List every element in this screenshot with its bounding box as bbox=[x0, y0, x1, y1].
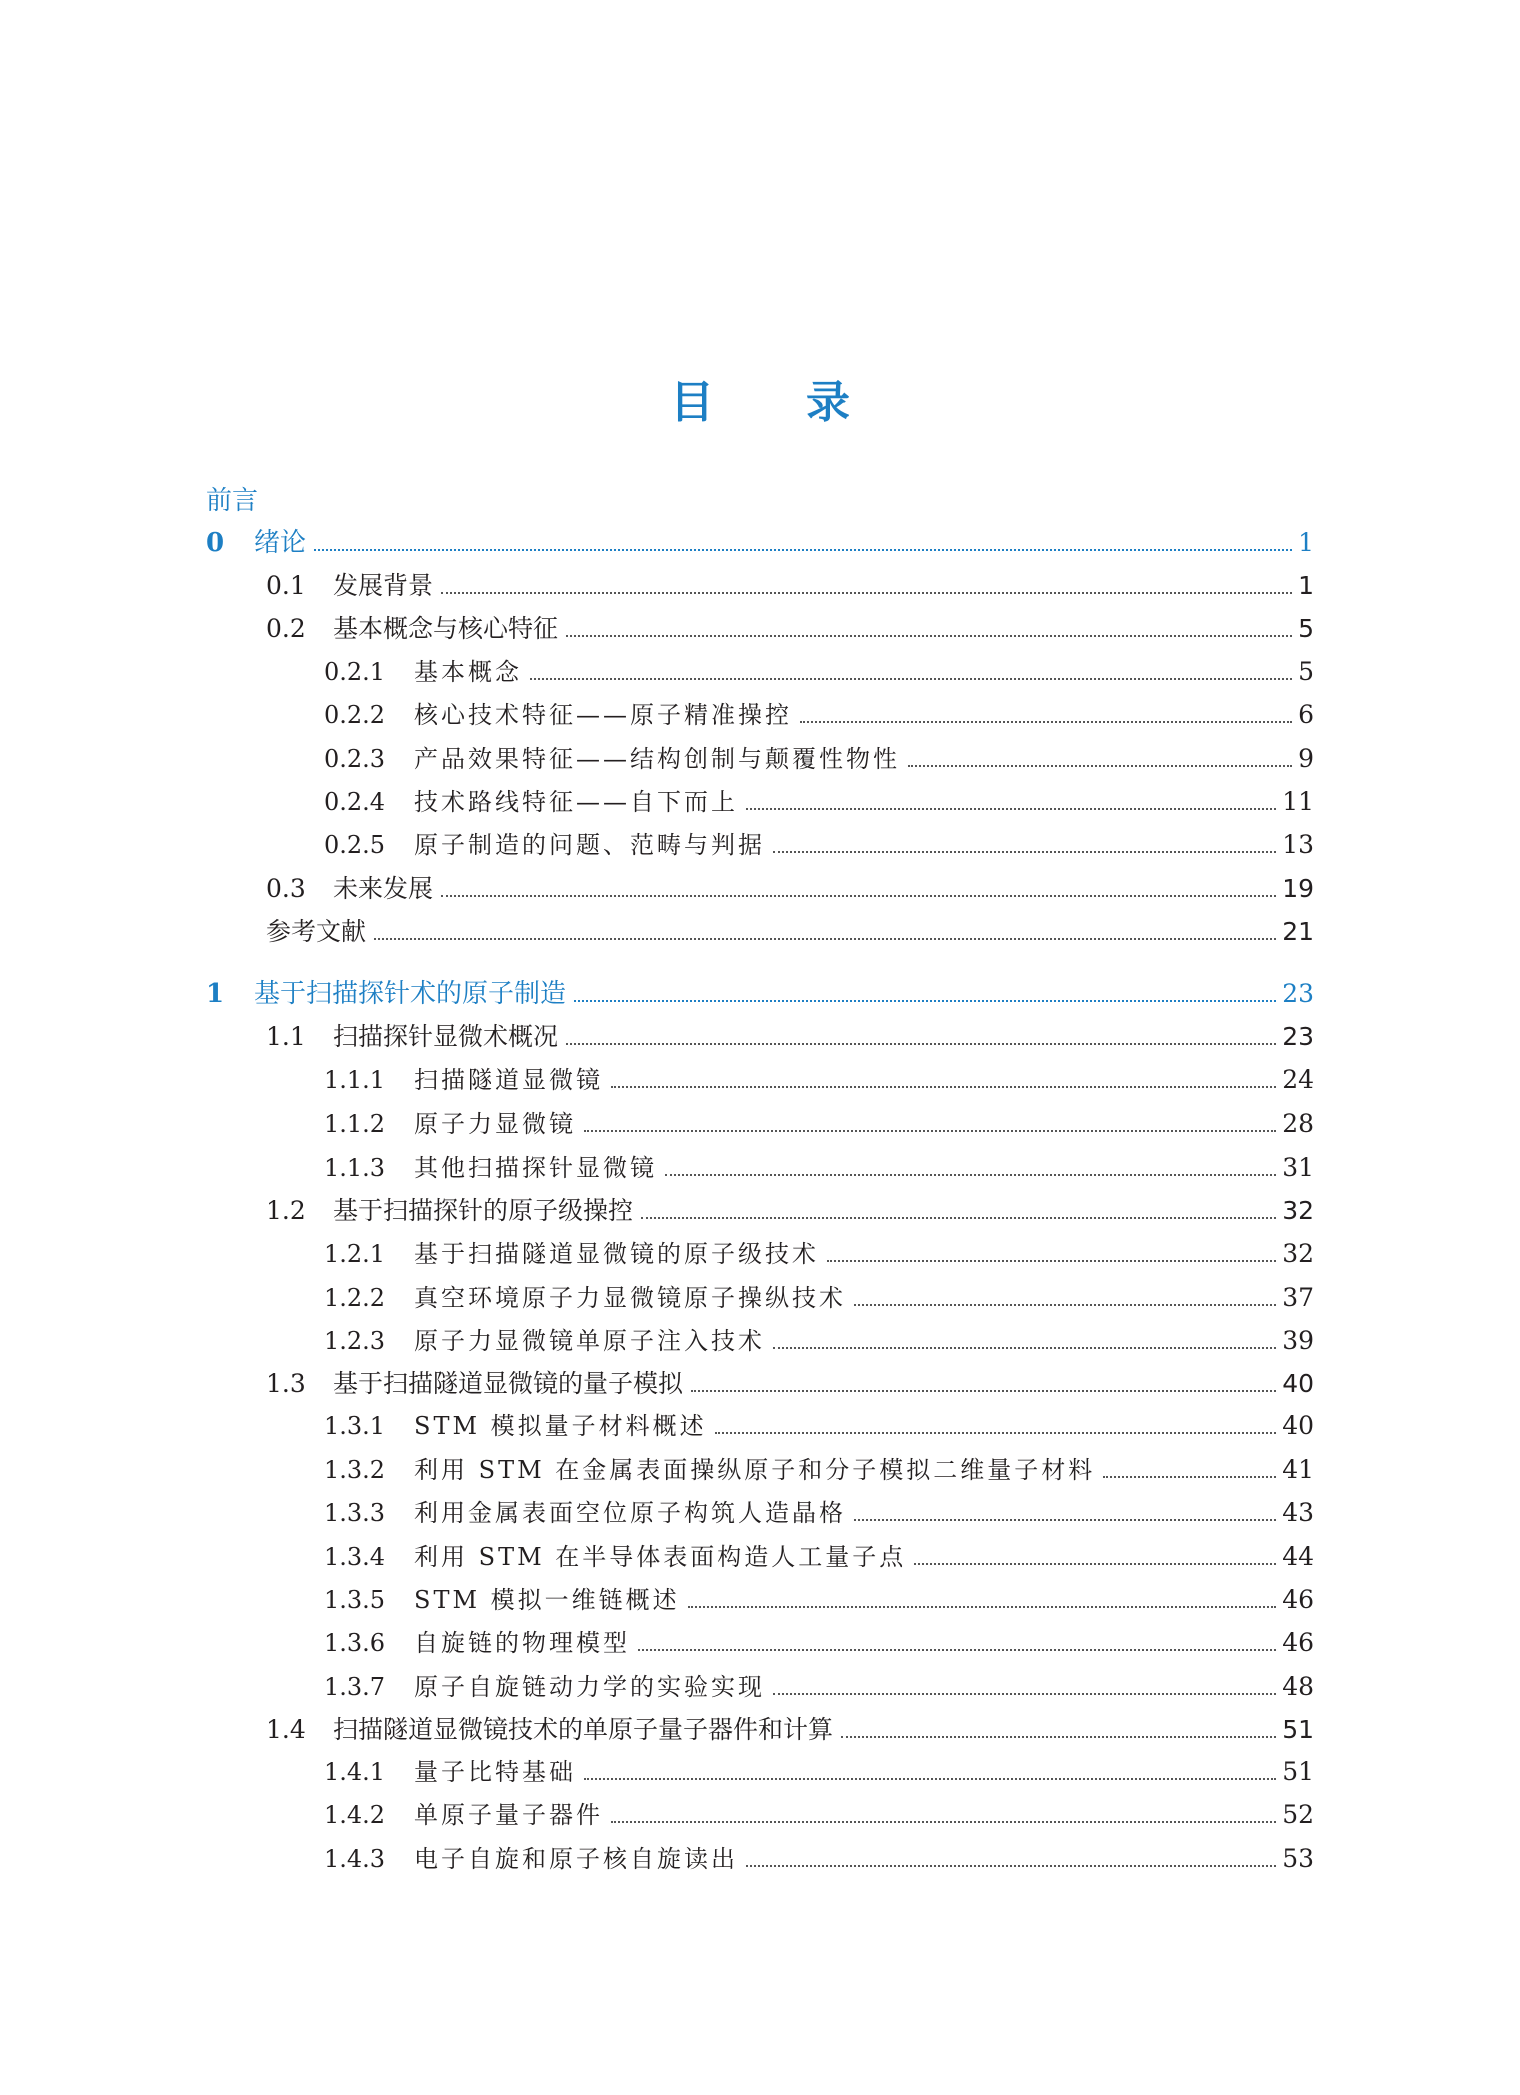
toc-entry-number: 1.2.2 bbox=[324, 1284, 386, 1312]
toc-entry-subsection[interactable] bbox=[324, 1490, 1314, 1530]
toc-entry-subsection[interactable] bbox=[324, 1577, 1314, 1617]
toc-entry-subsection[interactable] bbox=[324, 649, 1314, 689]
toc-entry-title: 绪论 bbox=[254, 528, 307, 558]
toc-leader-dots bbox=[827, 1259, 1276, 1262]
toc-entry-subsection[interactable] bbox=[324, 1664, 1314, 1704]
toc-entry-title: 原子力显微镜 bbox=[414, 1110, 576, 1138]
toc-entry-title: 扫描隧道显微镜 bbox=[414, 1066, 603, 1094]
toc-entry-subsection[interactable] bbox=[324, 1231, 1314, 1271]
toc-entry-title: 基本概念与核心特征 bbox=[333, 614, 559, 643]
toc-preface-label: 前言 bbox=[206, 486, 259, 516]
toc-leader-dots bbox=[566, 634, 1292, 637]
toc-entry-chapter[interactable] bbox=[206, 520, 1314, 560]
toc-entry-page-number: 28 bbox=[1282, 1109, 1314, 1138]
toc-entry-number: 0.2.4 bbox=[324, 788, 386, 816]
toc-entry-subsection[interactable] bbox=[324, 1145, 1314, 1185]
toc-leader-dots bbox=[1103, 1475, 1276, 1478]
toc-entry-title: 单原子量子器件 bbox=[414, 1801, 603, 1829]
toc-entry-page-number: 51 bbox=[1282, 1715, 1314, 1744]
toc-leader-dots bbox=[854, 1303, 1276, 1306]
toc-entry-number: 1.3.1 bbox=[324, 1412, 386, 1440]
toc-entry-subsection[interactable] bbox=[324, 736, 1314, 776]
toc-entry-title: 利用 STM 在金属表面操纵原子和分子模拟二维量子材料 bbox=[414, 1456, 1096, 1484]
toc-entry-number: 0.2.3 bbox=[324, 745, 386, 773]
toc-entry-number: 1.4.3 bbox=[324, 1845, 386, 1873]
toc-entry-page-number: 46 bbox=[1282, 1585, 1314, 1614]
toc-entry-page-number: 53 bbox=[1282, 1844, 1314, 1873]
toc-leader-dots bbox=[374, 937, 1276, 940]
toc-entry-number: 0 bbox=[206, 528, 225, 558]
toc-entry-subsection[interactable] bbox=[324, 1534, 1314, 1574]
toc-entry-title: 参考文献 bbox=[266, 917, 367, 946]
toc-leader-dots bbox=[841, 1735, 1276, 1738]
toc-leader-dots bbox=[773, 850, 1276, 853]
toc-entry-page-number: 31 bbox=[1282, 1153, 1314, 1182]
toc-entry-title: 原子制造的问题、范畴与判据 bbox=[414, 831, 765, 859]
toc-entry-page-number: 39 bbox=[1282, 1326, 1314, 1355]
toc-entry-number: 1.3.5 bbox=[324, 1586, 386, 1614]
toc-leader-dots bbox=[746, 807, 1276, 810]
toc-entry-title: 电子自旋和原子核自旋读出 bbox=[414, 1845, 738, 1873]
toc-entry-title: 自旋链的物理模型 bbox=[414, 1629, 630, 1657]
toc-entry-number: 1.4.1 bbox=[324, 1758, 386, 1786]
toc-entry-number: 1.1.3 bbox=[324, 1154, 386, 1182]
toc-entry-page-number: 5 bbox=[1298, 657, 1314, 686]
toc-entry-page-number: 5 bbox=[1298, 614, 1314, 643]
toc-leader-dots bbox=[638, 1648, 1276, 1651]
toc-leader-dots bbox=[584, 1129, 1276, 1132]
toc-entry-number: 0.2.5 bbox=[324, 831, 386, 859]
toc-entry-page-number: 40 bbox=[1282, 1369, 1314, 1398]
toc-entry-page-number: 1 bbox=[1298, 571, 1314, 600]
toc-entry-title: STM 模拟一维链概述 bbox=[414, 1586, 680, 1614]
toc-leader-dots bbox=[441, 591, 1292, 594]
toc-entry-page-number: 19 bbox=[1282, 874, 1314, 903]
toc-entry-subsection[interactable] bbox=[324, 1749, 1314, 1789]
toc-entry-page-number: 24 bbox=[1282, 1065, 1314, 1094]
toc-entry-title: 利用 STM 在半导体表面构造人工量子点 bbox=[414, 1543, 907, 1571]
toc-entry-page-number: 32 bbox=[1282, 1196, 1314, 1225]
toc-entry-number: 1.4.2 bbox=[324, 1801, 386, 1829]
toc-entry-title: 基本概念 bbox=[414, 658, 522, 686]
toc-leader-dots bbox=[584, 1777, 1276, 1780]
toc-leader-dots bbox=[574, 999, 1276, 1002]
toc-entry-page-number: 41 bbox=[1282, 1455, 1314, 1484]
toc-entry-subsection[interactable] bbox=[324, 1403, 1314, 1443]
toc-entry-title: 基于扫描隧道显微镜的量子模拟 bbox=[333, 1369, 684, 1398]
toc-entry-title: 基于扫描探针术的原子制造 bbox=[254, 979, 567, 1009]
toc-entry-number: 0.3 bbox=[266, 874, 306, 903]
toc-preface[interactable] bbox=[206, 478, 1314, 518]
toc-entry-page-number: 9 bbox=[1298, 744, 1314, 773]
toc-entry-subsection[interactable] bbox=[324, 1057, 1314, 1097]
toc-entry-number: 1.3.3 bbox=[324, 1499, 386, 1527]
toc-entry-title: 未来发展 bbox=[333, 874, 434, 903]
toc-entry-subsection[interactable] bbox=[324, 822, 1314, 862]
toc-entry-title: 原子力显微镜单原子注入技术 bbox=[414, 1327, 765, 1355]
toc-entry-number: 1.2.1 bbox=[324, 1240, 386, 1268]
toc-entry-title: 基于扫描探针的原子级操控 bbox=[333, 1196, 634, 1225]
toc-entry-subsection[interactable] bbox=[324, 1620, 1314, 1660]
toc-entry-section[interactable] bbox=[266, 1014, 1314, 1054]
toc-leader-dots bbox=[611, 1820, 1276, 1823]
toc-entry-title: 利用金属表面空位原子构筑人造晶格 bbox=[414, 1499, 846, 1527]
toc-entry-title: 扫描隧道显微镜技术的单原子量子器件和计算 bbox=[333, 1715, 834, 1744]
toc-leader-dots bbox=[665, 1173, 1276, 1176]
toc-entry-page-number: 46 bbox=[1282, 1628, 1314, 1657]
toc-entry-number: 1.3.4 bbox=[324, 1543, 386, 1571]
toc-entry-subsection[interactable] bbox=[324, 1836, 1314, 1876]
toc-entry-number: 1.3 bbox=[266, 1369, 306, 1398]
toc-entry-section[interactable] bbox=[266, 563, 1314, 603]
toc-leader-dots bbox=[641, 1216, 1276, 1219]
toc-entry-number: 0.2.2 bbox=[324, 701, 386, 729]
toc-entry-section[interactable] bbox=[266, 1361, 1314, 1401]
title-char-2: 录 bbox=[806, 377, 850, 428]
toc-entry-title: STM 模拟量子材料概述 bbox=[414, 1412, 707, 1440]
toc-entry-number: 0.2 bbox=[266, 614, 306, 643]
toc-entry-number: 1.1.1 bbox=[324, 1066, 386, 1094]
toc-entry-subsection[interactable] bbox=[324, 1318, 1314, 1358]
toc-entry-subsection[interactable] bbox=[324, 1447, 1314, 1487]
toc-leader-dots bbox=[314, 548, 1292, 551]
toc-entry-ref[interactable] bbox=[266, 909, 1314, 949]
toc-entry-section[interactable] bbox=[266, 606, 1314, 646]
toc-leader-dots bbox=[566, 1042, 1276, 1045]
toc-leader-dots bbox=[800, 720, 1292, 723]
toc-entry-section[interactable] bbox=[266, 1188, 1314, 1228]
toc-entry-subsection[interactable] bbox=[324, 779, 1314, 819]
toc-entry-number: 1.3.6 bbox=[324, 1629, 386, 1657]
toc-entry-title: 原子自旋链动力学的实验实现 bbox=[414, 1673, 765, 1701]
toc-leader-dots bbox=[530, 677, 1292, 680]
toc-entry-page-number: 13 bbox=[1282, 830, 1314, 859]
toc-entry-number: 1.3.7 bbox=[324, 1673, 386, 1701]
toc-entry-title: 扫描探针显微术概况 bbox=[333, 1022, 559, 1051]
toc-entry-title: 核心技术特征——原子精准操控 bbox=[414, 701, 792, 729]
toc-leader-dots bbox=[715, 1431, 1277, 1434]
toc-leader-dots bbox=[773, 1692, 1276, 1695]
toc-entry-subsection[interactable] bbox=[324, 692, 1314, 732]
toc-entry-page-number: 51 bbox=[1282, 1757, 1314, 1786]
toc-entry-title: 量子比特基础 bbox=[414, 1758, 576, 1786]
toc-leader-dots bbox=[854, 1518, 1276, 1521]
toc-entry-page-number: 11 bbox=[1282, 787, 1314, 816]
title-char-1: 目 bbox=[670, 377, 714, 428]
toc-entry-section[interactable] bbox=[266, 866, 1314, 906]
toc-entry-page-number: 40 bbox=[1282, 1411, 1314, 1440]
toc-entry-page-number: 44 bbox=[1282, 1542, 1314, 1571]
toc-entry-title: 真空环境原子力显微镜原子操纵技术 bbox=[414, 1284, 846, 1312]
toc-entry-page-number: 48 bbox=[1282, 1672, 1314, 1701]
toc-entry-number: 0.1 bbox=[266, 571, 306, 600]
toc-leader-dots bbox=[914, 1562, 1276, 1565]
toc-entry-page-number: 43 bbox=[1282, 1498, 1314, 1527]
toc-leader-dots bbox=[908, 764, 1292, 767]
toc-entry-number: 1.1 bbox=[266, 1022, 306, 1051]
toc-entry-number: 1.2 bbox=[266, 1196, 306, 1225]
toc-entry-subsection[interactable] bbox=[324, 1275, 1314, 1315]
toc-entry-section[interactable] bbox=[266, 1707, 1314, 1747]
toc-entry-number: 0.2.1 bbox=[324, 658, 386, 686]
toc-entry-page-number: 21 bbox=[1282, 917, 1314, 946]
toc-entry-page-number: 52 bbox=[1282, 1800, 1314, 1829]
toc-entry-title: 其他扫描探针显微镜 bbox=[414, 1154, 657, 1182]
toc-entry-number: 1.4 bbox=[266, 1715, 306, 1744]
toc-entry-title: 基于扫描隧道显微镜的原子级技术 bbox=[414, 1240, 819, 1268]
toc-leader-dots bbox=[611, 1085, 1276, 1088]
toc-entry-title: 产品效果特征——结构创制与颠覆性物性 bbox=[414, 745, 900, 773]
toc-entry-number: 1.1.2 bbox=[324, 1110, 386, 1138]
toc-leader-dots bbox=[691, 1389, 1276, 1392]
toc-entry-page-number: 6 bbox=[1298, 700, 1314, 729]
toc-entry-title: 发展背景 bbox=[333, 571, 434, 600]
toc-entry-subsection[interactable] bbox=[324, 1792, 1314, 1832]
toc-entry-page-number: 1 bbox=[1298, 528, 1314, 557]
toc-leader-dots bbox=[441, 894, 1276, 897]
toc-entry-page-number: 37 bbox=[1282, 1283, 1314, 1312]
toc-entry-number: 1.3.2 bbox=[324, 1456, 386, 1484]
toc-leader-dots bbox=[773, 1346, 1276, 1349]
toc-entry-title: 技术路线特征——自下而上 bbox=[414, 788, 738, 816]
toc-entry-number: 1 bbox=[206, 979, 225, 1009]
toc-entry-chapter[interactable] bbox=[206, 971, 1314, 1011]
toc-entry-page-number: 23 bbox=[1282, 979, 1314, 1008]
page-title bbox=[0, 366, 1520, 430]
toc-entry-page-number: 32 bbox=[1282, 1239, 1314, 1268]
toc-leader-dots bbox=[688, 1605, 1277, 1608]
toc-entry-number: 1.2.3 bbox=[324, 1327, 386, 1355]
toc-entry-subsection[interactable] bbox=[324, 1101, 1314, 1141]
toc-entry-page-number: 23 bbox=[1282, 1022, 1314, 1051]
toc-leader-dots bbox=[746, 1864, 1276, 1867]
